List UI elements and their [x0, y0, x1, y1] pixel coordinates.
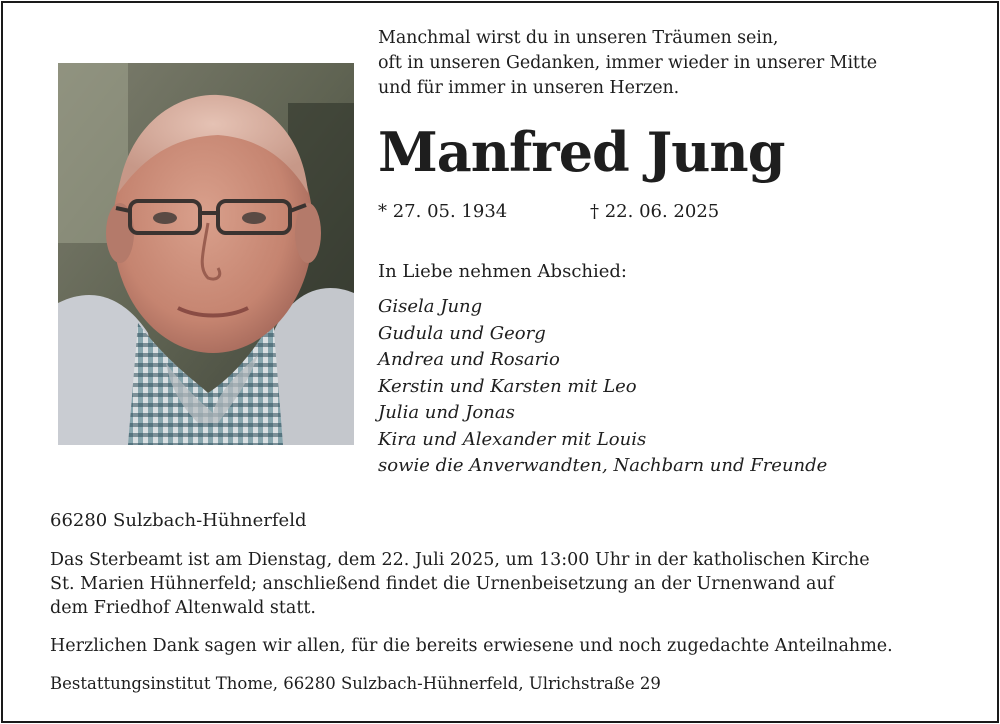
undertaker-line: Bestattungsinstitut Thome, 66280 Sulzbach-Hühnerfeld, Ulrichstraße 29: [50, 674, 661, 693]
location-line: 66280 Sulzbach-Hühnerfeld: [50, 510, 307, 531]
thanks-line: Herzlichen Dank sagen wir allen, für die bereits erwiesene und noch zugedachte Anteilnahme.: [50, 636, 893, 656]
service-line: dem Friedhof Altenwald statt.: [50, 598, 316, 618]
mourners-list: [378, 294, 827, 480]
birth-date: * 27. 05. 1934: [378, 201, 508, 222]
service-line: St. Marien Hühnerfeld; anschließend findet die Urnenbeisetzung an der Urnenwand auf: [50, 574, 835, 594]
mourner-entry: Kira und Alexander mit Louis: [378, 428, 647, 450]
mourner-entry: Gudula und Georg: [378, 322, 546, 344]
death-date: † 22. 06. 2025: [590, 201, 720, 222]
mourner-entry: Andrea und Rosario: [378, 349, 560, 370]
portrait-photo: [58, 63, 354, 445]
mourner-entry: Julia und Jonas: [378, 402, 515, 423]
poem-line: oft in unseren Gedanken, immer wieder in unserer Mitte: [378, 53, 878, 73]
poem-line: und für immer in unseren Herzen.: [378, 78, 680, 98]
poem-line: Manchmal wirst du in unseren Träumen sein,: [378, 28, 779, 48]
service-info: [50, 548, 950, 620]
mourner-entry: Kerstin und Karsten mit Leo: [378, 375, 637, 397]
mourner-entry: sowie die Anverwandten, Nachbarn und Freunde: [378, 455, 828, 476]
deceased-name: Manfred Jung: [378, 120, 785, 184]
farewell-heading: In Liebe nehmen Abschied:: [378, 261, 627, 282]
memorial-poem: [378, 26, 978, 101]
service-line: Das Sterbeamt ist am Dienstag, dem 22. Juli 2025, um 13:00 Uhr in der katholischen Kirche: [50, 550, 870, 570]
mourner-entry: Gisela Jung: [378, 296, 483, 317]
